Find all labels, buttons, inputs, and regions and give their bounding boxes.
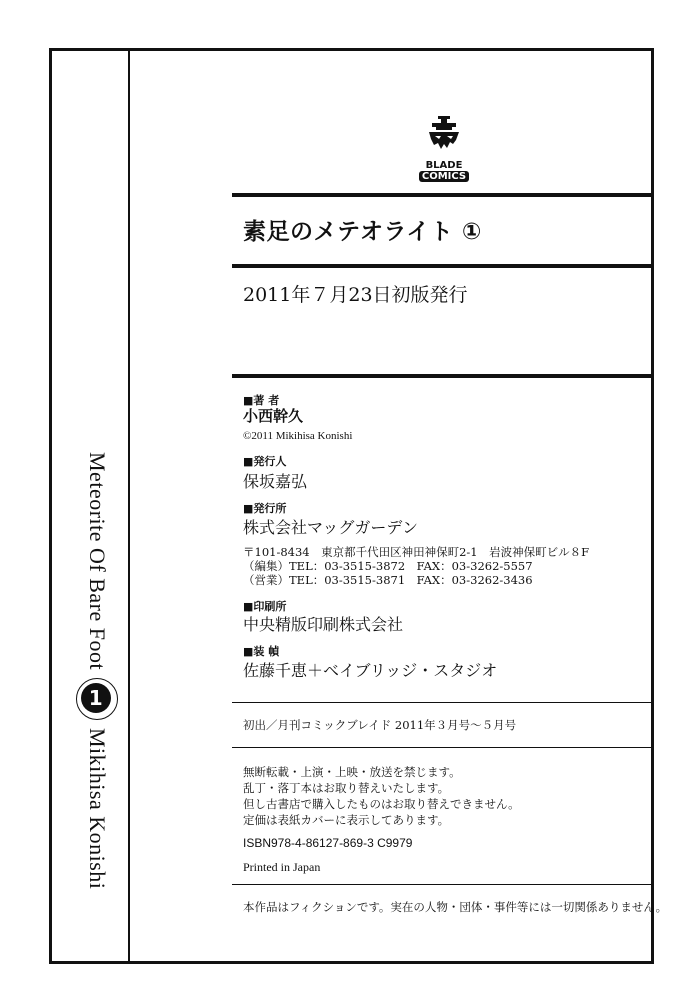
editorial-contact: （編集）TEL：03-3515-3872 FAX：03-3262-5557 [243,559,533,573]
isbn: ISBN978-4-86127-869-3 C9979 [243,836,413,850]
rule-2 [232,264,654,268]
spine-vertical-text [73,452,121,890]
copyright: ©2011 Mikihisa Konishi [243,430,353,442]
notices [243,764,520,828]
printer-name: 中央精版印刷株式会社 [243,615,404,634]
company-name: 株式会社マッグガーデン [243,518,419,537]
logo-label [408,160,480,182]
design-heading: ■装 幀 [243,645,280,658]
publisher-heading: ■発行人 [243,455,287,468]
publisher-name: 保坂嘉弘 [243,472,308,491]
first-edition-date: 2011年７月23日初版発行 [243,284,468,306]
rule-1 [232,193,654,197]
spine-volume-number: 1 [81,683,111,713]
logo-line-comics: COMICS [419,171,469,182]
logo-line-blade: BLADE [425,160,463,171]
spine-title: Meteorite Of Bare Foot [85,452,110,671]
rule-3 [232,374,654,378]
printed-in: Printed in Japan [243,860,321,874]
notice-line: 定価は表紙カバーに表示してあります。 [243,813,450,827]
notice-line: 乱丁・落丁本はお取り替えいたします。 [243,781,450,795]
spine-volume-badge [76,678,118,720]
spine [73,452,121,897]
rule-5 [232,747,654,748]
sales-contact: （営業）TEL：03-3515-3871 FAX：03-3262-3436 [243,573,533,587]
printer-heading: ■印刷所 [243,600,287,613]
rule-6 [232,884,654,885]
rule-4 [232,702,654,703]
author-name: 小西幹久 [243,407,304,425]
design-credit: 佐藤千恵＋ベイブリッジ・スタジオ [243,661,498,680]
company-heading: ■発行所 [243,502,287,515]
fiction-disclaimer: 本作品はフィクションです。実在の人物・団体・事件等には一切関係ありません。 [243,900,668,914]
notice-line: 但し古書店で購入したものはお取り替えできません。 [243,797,520,811]
book-title: 素足のメテオライト ① [243,219,482,245]
spine-divider [128,51,130,961]
author-heading: ■著 者 [243,394,280,407]
notice-line: 無断転載・上演・上映・放送を禁じます。 [243,765,461,779]
first-appearance: 初出／月刊コミックブレイド 2011年３月号～５月号 [243,718,517,732]
spine-author: Mikihisa Konishi [85,728,110,890]
company-address: 〒101-8434 東京都千代田区神田神保町2-1 岩波神保町ビル８F [243,545,590,559]
